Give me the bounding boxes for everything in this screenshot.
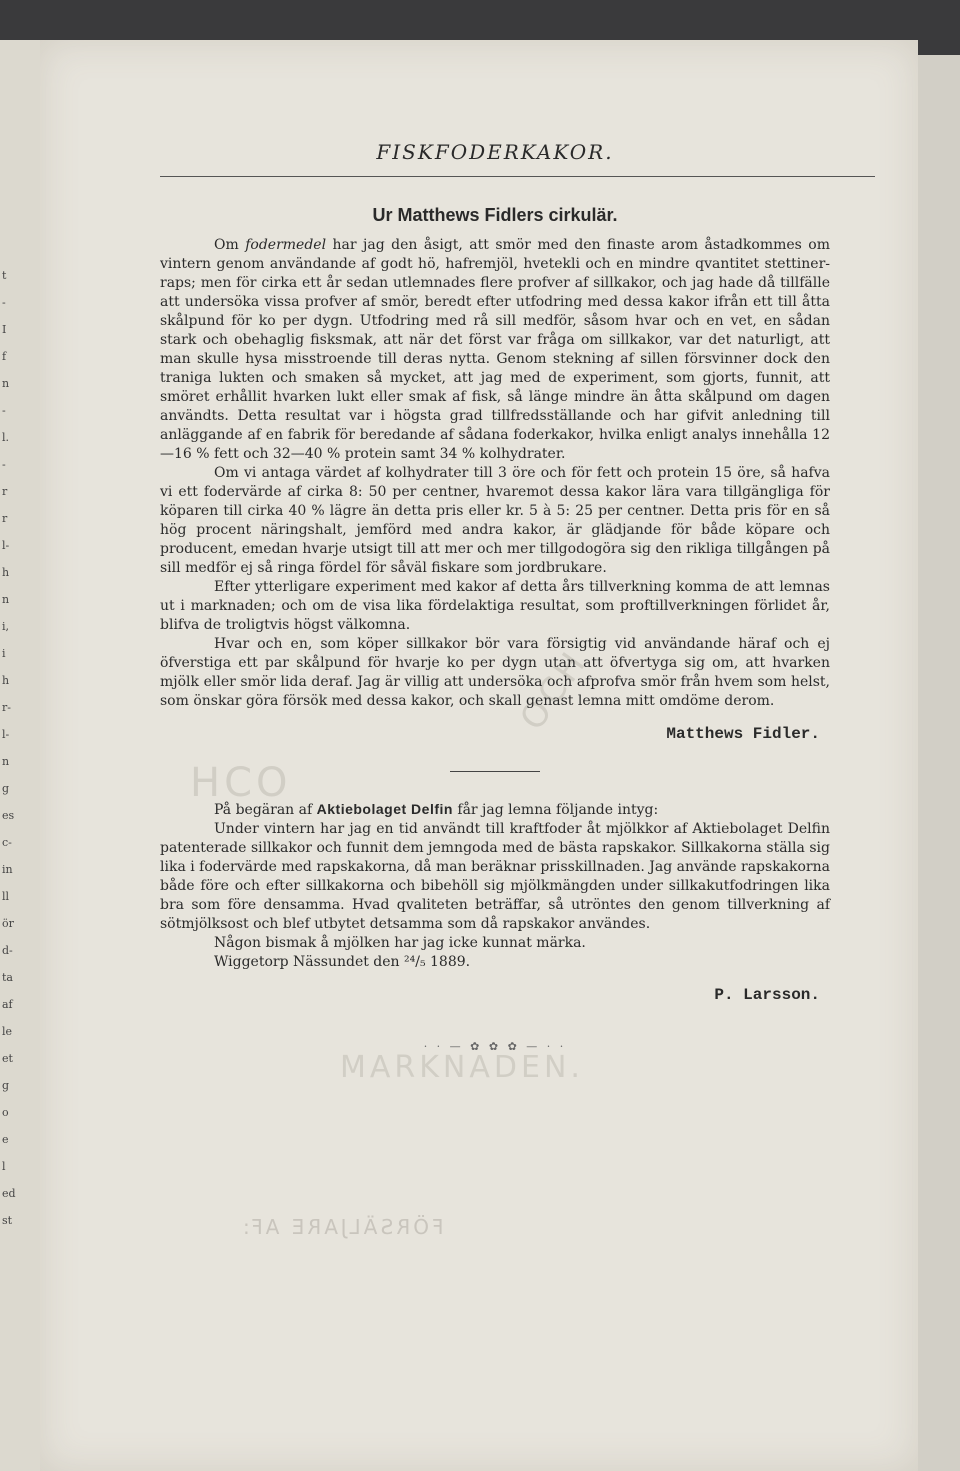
margin-fragment: i, [2,620,10,633]
margin-fragment: g [2,1079,10,1092]
margin-fragment: d- [2,944,13,957]
document-body [160,140,830,1053]
margin-fragment: - [2,404,6,417]
document-page [40,40,918,1471]
margin-fragment: r- [2,701,11,714]
place-date: Wiggetorp Nässundet den ²⁴/₅ 1889. [214,954,471,970]
paragraph-lead: Om [214,237,239,253]
paragraph: Hvar och en, som köper sillkakor bör vara försigtig vid användande häraf och ej öfverstiga ett par skålpund för hvarje ko per dygn utan att öfvertyga sig om, att hvarken mjölk eller smör lida deraf. Jag är villig att undersöka och afprofva smör från hvem som helst, som önskar göra försök med dessa kakor, och skall genast lemna mitt omdöme derom. [160,636,830,709]
paragraph: Efter ytterligare experiment med kakor af detta års tillverkning komma de att lemnas ut i marknaden; och om de visa lika fördelaktiga resultat, som proftillverkningen förlidet år, blifva de troligtvis högst välkomna. [160,579,830,633]
separator-rule [450,771,540,772]
section-title: Ur Matthews Fidlers cirkulär. [372,205,618,225]
margin-fragment: - [2,296,6,309]
margin-fragment: ta [2,971,13,984]
page-title: FISKFODERKAKOR. [376,140,614,164]
left-page-edge [0,40,40,1471]
bleed-through-mark: HCO [190,760,292,806]
margin-fragment: h [2,566,10,579]
paragraph: Någon bismak å mjölken har jag icke kunnat märka. [214,935,586,951]
margin-fragment: n [2,755,10,768]
paragraph-text: får jag lemna följande intyg: [457,802,659,818]
margin-fragment: l [2,1160,6,1173]
right-page-edge [918,55,960,1471]
margin-fragment: st [2,1214,13,1227]
signature: Matthews Fidler. [666,725,820,743]
signature: P. Larsson. [714,986,820,1004]
margin-fragment: - [2,458,6,471]
title-rule [160,176,875,177]
margin-fragment: n [2,593,10,606]
margin-fragment: af [2,998,13,1011]
margin-fragment: g [2,782,10,795]
margin-fragment: e [2,1133,9,1146]
margin-fragment: o [2,1106,9,1119]
margin-fragment: le [2,1025,13,1038]
margin-fragment: r [2,485,8,498]
ornament: · · — ✿ ✿ ✿ — · · [423,1040,567,1053]
italic-term: fodermedel [245,237,327,253]
margin-fragment: l- [2,539,10,552]
paragraph [160,236,830,464]
paragraph: Under vintern har jag en tid användt till kraftfoder åt mjölkkor af Aktiebolaget Delfin patenterade sillkakor och funnit dem jemngoda med de bästa rapskakor. Sillkakorna ställa sig lika i fodervärde med rapskakorna, då man beräknar prisskillnaden. Jag använde rapskakorna både före och efter sillkakorna och bibehöll sig mjölkmängden under sillkakutfodringen lika bra som före densamma. Hvad qvaliteten beträffar, så utröntes den genom tillverkning af sötmjölksost och blef utbytet detsamma som då rapskakor användes. [160,821,830,932]
margin-fragment: ll [2,890,10,903]
margin-fragment: in [2,863,13,876]
paragraph-text: har jag den åsigt, att smör med den finaste arom åstadkommes om vintern genom användande af godt hö, hafremjöl, hvetekli och en mindre qvantitet stettiner-raps; men för cirka ett år sedan utlemnades flere profver af sillkakor, och jag hade då tillfälle att undersöka vissa profver af smör, beredt efter utfodring med dessa kakor ifrån ett till åtta skålpund för ko per dygn. Utfodring med rå sill medför, såsom hvar och en vet, en sådan stark och obehaglig fisksmak, att när det först var fråga om sillkakor, var det naturligt, att man skulle hysa misstroende till deras nytta. Genom stekning af sillen försvinner dock den traniga lukten och smaken så mycket, att jag med de experiment, som gjorts, funnit, att smöret erhållit hvarken lukt eller smak af fisk, så länge mindre än åtta skålpund om dagen användts. Detta resultat var i högsta grad tillfredsställande och har gifvit anledning till anläggande af en fabrik för beredande af sådana foderkakor, hvilka enligt analys innehålla 12—16 % fett och 32—40 % protein samt 34 % kolhydrater. [160,237,831,462]
paragraph-lead: På begäran af [214,802,313,818]
margin-fragment: h [2,674,10,687]
margin-fragment: i [2,647,6,660]
paragraph [160,800,830,820]
margin-fragment: f [2,350,7,363]
bleed-through-mark: MARKNADEN. [340,1050,584,1085]
margin-fragment: ed [2,1187,16,1200]
margin-fragment: r [2,512,8,525]
bleed-through-mark: OCH [512,642,596,738]
faint-stamp: FÖRSÄLJARE AF: [240,1215,444,1239]
margin-fragment: l- [2,728,10,741]
company-name: Aktiebolaget Delfin [316,801,453,817]
margin-fragment: c- [2,836,12,849]
margin-fragment: I [2,323,7,336]
margin-fragment: et [2,1052,13,1065]
margin-fragment: ör [2,917,14,930]
margin-fragment: t [2,269,7,282]
margin-fragment: n [2,377,10,390]
margin-fragment: es [2,809,15,822]
paragraph: Om vi antaga värdet af kolhydrater till 3 öre och för fett och protein 15 öre, så hafva vi ett fodervärde af cirka 8: 50 per centner, hvaremot dessa kakor lära vara tillgängliga för köparen till cirka 40 % lägre än detta pris eller kr. 5 à 5: 25 per centner. Detta pris för en så hög procent näringshalt, jemförd med andra kakor, är glädjande för både köpare och producent, emedan hvarje utsigt till att mer och mer tillgodogöra sig den rikliga tillgången på sill medför ej så ringa fördel för såväl fiskare som jordbrukare. [160,465,830,576]
margin-fragment: l. [2,431,10,444]
